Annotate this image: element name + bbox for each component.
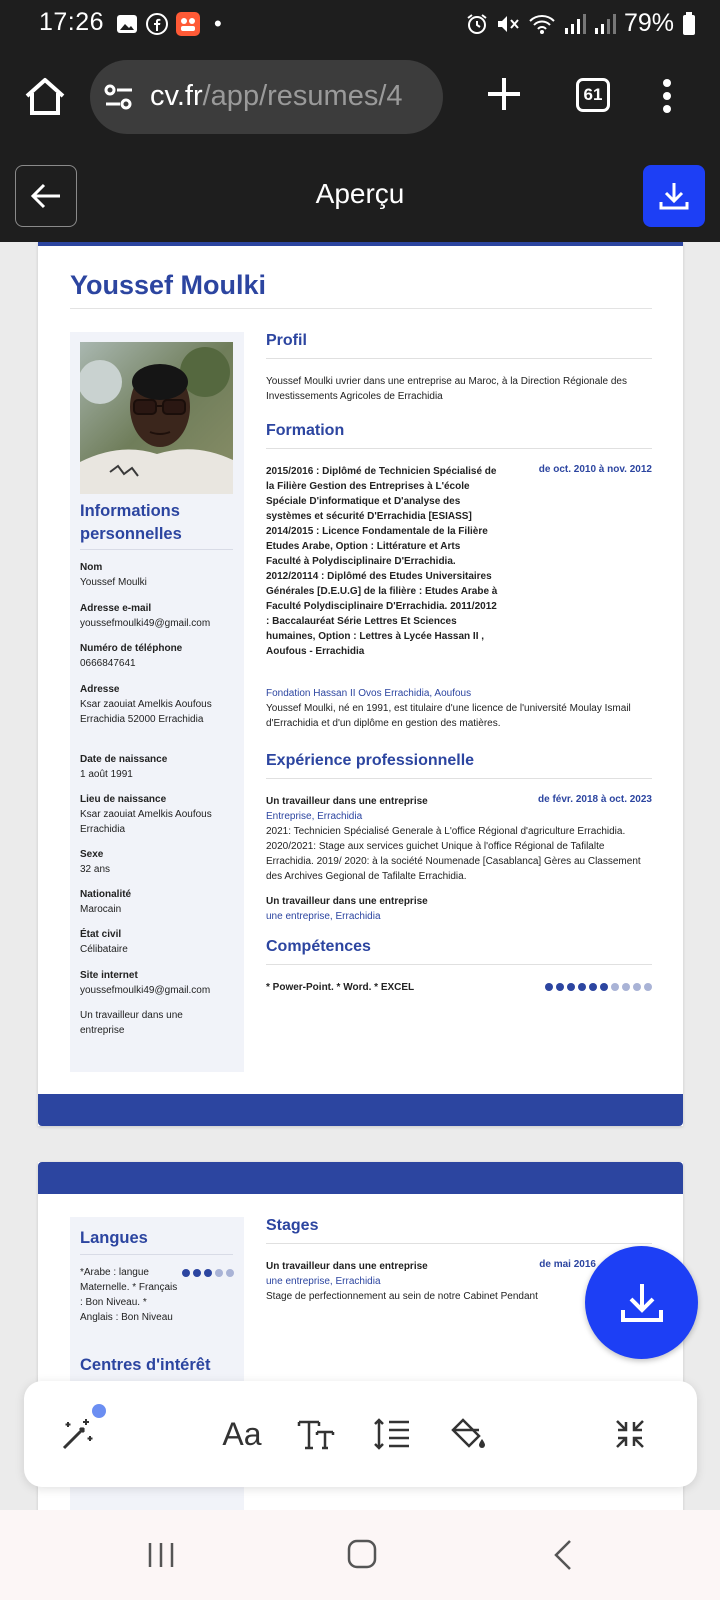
app-icon xyxy=(176,12,200,36)
line-spacing-icon xyxy=(373,1418,411,1450)
langues-title: Langues xyxy=(80,1229,148,1247)
browser-toolbar xyxy=(0,44,720,152)
collapse-button[interactable] xyxy=(612,1414,648,1454)
notification-icons xyxy=(116,11,222,37)
field-sexe xyxy=(80,847,240,877)
field-phone xyxy=(80,641,240,671)
recent-apps-icon[interactable] xyxy=(146,1540,176,1570)
field-value: Ksar zaouiat Amelkis Aoufous Errachidia xyxy=(80,809,212,835)
field-value: 0666847641 xyxy=(80,658,136,669)
experience-1-date: de févr. 2018 à oct. 2023 xyxy=(538,794,652,805)
paint-bucket-icon xyxy=(449,1417,487,1451)
stage-description: Stage de perfectionnement au sein de notre Cabinet Pendant xyxy=(266,1291,538,1302)
url-text xyxy=(150,80,403,113)
divider xyxy=(266,448,652,449)
field-label: Nom xyxy=(80,562,103,573)
divider xyxy=(266,964,652,965)
system-icons xyxy=(466,9,696,38)
field-label: Sexe xyxy=(80,849,104,860)
field-nationality xyxy=(80,887,240,917)
level-dot-empty xyxy=(226,1269,234,1277)
section-title-profil: Profil xyxy=(266,332,307,349)
experience-1-description: 2021: Technicien Spécialisé Generale à L'office Régional d'agriculture Errachidia. 2020/2021: Stage aux services guichet Unique à l'office Régional de Tafilalte Errachidia. 2019/ 2020: à la société Noumenade [Casablanca] Gères au Classement des Archives Gegional de Tafilalte Errachidia. xyxy=(266,826,641,882)
level-dot-empty xyxy=(622,983,630,991)
profil-text: Youssef Moulki uvrier dans une entreprise au Maroc, à la Direction Régionale des Investissements Agricoles de Errachidia xyxy=(266,376,627,402)
formation-description: Youssef Moulki, né en 1991, est titulaire d'une licence de l'université Moulay Ismail d'Errachidia et d'un diplôme en gestion des matières. xyxy=(266,703,631,729)
field-email xyxy=(80,601,240,631)
level-dot-filled xyxy=(600,983,608,991)
field-website xyxy=(80,968,240,998)
level-dot-filled xyxy=(556,983,564,991)
field-value: 32 ans xyxy=(80,864,111,875)
section-title-experience: Expérience professionnelle xyxy=(266,752,475,769)
field-label: Nationalité xyxy=(80,889,132,900)
wifi-icon xyxy=(528,13,556,35)
facebook-icon xyxy=(146,13,168,35)
field-label: Date de naissance xyxy=(80,754,168,765)
level-dot-filled xyxy=(182,1269,190,1277)
system-nav-bar xyxy=(0,1510,720,1600)
level-dot-filled xyxy=(545,983,553,991)
field-label: Adresse e-mail xyxy=(80,603,152,614)
level-dot-empty xyxy=(633,983,641,991)
formation-degree: 2015/2016 : Diplômé de Technicien Spécialisé de la Filière Gestion des Entreprises à L'école Spéciale D'informatique et D'analyse des systèmes et sécurité D'Errachidia [ESIASS] 2014/2015 : Licence Fondamentale de la Filière Etudes Arabe, Option : Littérature et Arts Faculté à Polydisciplinaire D'Errachidia. 2012/20114 : Diplômé des Etudes Universitaires Générales [D.E.U.G] de la filière : Etudes Arabe à Faculté Polydisciplinaire D'Errachidia. 2011/2012 : Baccalauréat Série Lettres Et Sciences humaines, Option : Lettres à Lycée Hassan II , Aoufous - Errachidia xyxy=(266,466,498,657)
new-badge xyxy=(92,1404,106,1418)
field-value: Youssef Moulki xyxy=(80,577,147,588)
field-birth-place xyxy=(80,792,232,837)
formation-date: de oct. 2010 à nov. 2012 xyxy=(538,464,652,475)
field-label: Adresse xyxy=(80,684,120,695)
level-dot-filled xyxy=(578,983,586,991)
field-label: État civil xyxy=(80,929,122,940)
mute-icon xyxy=(496,13,520,35)
edit-toolbar xyxy=(24,1381,697,1487)
level-dot-empty xyxy=(215,1269,223,1277)
text-size-icon xyxy=(297,1418,335,1450)
back-nav-icon[interactable] xyxy=(552,1538,574,1572)
more-menu-icon[interactable] xyxy=(660,78,674,114)
signal-icon xyxy=(564,13,586,35)
url-host: cv.fr xyxy=(150,80,203,112)
resume-page-1 xyxy=(38,242,683,1126)
site-settings-icon[interactable] xyxy=(104,83,134,111)
field-value: youssefmoulki49@gmail.com xyxy=(80,985,211,996)
home-nav-icon[interactable] xyxy=(346,1538,378,1570)
paint-bucket-button[interactable] xyxy=(448,1414,488,1454)
section-title-stages: Stages xyxy=(266,1217,319,1234)
langues-level-dots xyxy=(182,1269,234,1277)
field-value: Ksar zaouiat Amelkis Aoufous Errachidia 52000 Errachidia xyxy=(80,699,212,725)
skill-level-dots xyxy=(545,983,652,991)
experience-1-company: Entreprise, Errachidia xyxy=(266,811,363,822)
field-label: Lieu de naissance xyxy=(80,794,167,805)
experience-2-company: une entreprise, Errachidia xyxy=(266,911,381,922)
battery-level: 79% xyxy=(623,9,674,37)
level-dot-filled xyxy=(204,1269,212,1277)
app-header xyxy=(0,152,720,242)
status-bar xyxy=(0,0,720,44)
download-fab[interactable] xyxy=(585,1246,698,1359)
langues-text: *Arabe : langue Maternelle. * Français : Bon Niveau. * Anglais : Bon Niveau xyxy=(80,1267,178,1323)
field-address xyxy=(80,682,232,727)
stage-role: Un travailleur dans une entreprise xyxy=(266,1261,428,1272)
section-title-formation: Formation xyxy=(266,422,345,439)
level-dot-empty xyxy=(644,983,652,991)
home-icon[interactable] xyxy=(22,74,68,120)
clock: 17:26 xyxy=(39,8,105,36)
alarm-icon xyxy=(466,13,488,35)
page-top-band xyxy=(38,1162,683,1194)
line-spacing-button[interactable] xyxy=(372,1414,412,1454)
signal-icon xyxy=(594,13,616,35)
page-title: Aperçu xyxy=(315,178,405,209)
collapse-icon xyxy=(614,1418,646,1450)
divider xyxy=(80,1254,233,1255)
divider xyxy=(80,549,233,550)
resume-name: Youssef Moulki xyxy=(70,270,267,300)
magic-wand-button[interactable] xyxy=(58,1414,98,1454)
stage-date: de mai 2016 xyxy=(539,1259,596,1270)
experience-2-role: Un travailleur dans une entreprise xyxy=(266,896,428,907)
resume-sidebar xyxy=(70,332,244,1072)
level-dot-filled xyxy=(567,983,575,991)
stage-company: une entreprise, Errachidia xyxy=(266,1276,381,1287)
field-value: 1 août 1991 xyxy=(80,769,133,780)
field-civil-status xyxy=(80,927,240,957)
skill-name: * Power-Point. * Word. * EXCEL xyxy=(266,982,415,993)
gallery-icon xyxy=(116,13,138,35)
sidebar-extra-text: Un travailleur dans une entreprise xyxy=(80,1010,183,1036)
tabs-count-button[interactable]: 61 xyxy=(576,78,610,112)
field-nom xyxy=(80,560,240,590)
text-size-button[interactable] xyxy=(296,1414,336,1454)
interets-title: Centres d'intérêt xyxy=(80,1356,211,1374)
page-top-line xyxy=(38,242,683,246)
divider xyxy=(266,1243,652,1244)
experience-1-role: Un travailleur dans une entreprise xyxy=(266,796,428,807)
level-dot-empty xyxy=(611,983,619,991)
profile-photo xyxy=(80,342,233,494)
divider xyxy=(266,358,652,359)
field-value: Célibataire xyxy=(80,944,128,955)
level-dot-filled xyxy=(589,983,597,991)
field-label: Site internet xyxy=(80,970,138,981)
battery-icon xyxy=(682,12,696,36)
field-value: youssefmoulki49@gmail.com xyxy=(80,618,211,629)
field-label: Numéro de téléphone xyxy=(80,643,183,654)
download-icon xyxy=(619,1280,665,1326)
url-bar[interactable] xyxy=(90,60,443,134)
section-title-competences: Compétences xyxy=(266,938,371,955)
field-birth-date xyxy=(80,752,240,782)
font-button[interactable]: Aa xyxy=(222,1415,262,1452)
divider xyxy=(266,778,652,779)
download-button[interactable] xyxy=(643,165,705,227)
notification-dot: • xyxy=(214,11,222,36)
download-icon xyxy=(658,180,690,212)
formation-school: Fondation Hassan II Ovos Errachidia, Aoufous xyxy=(266,688,472,699)
level-dot-filled xyxy=(193,1269,201,1277)
personal-info-title: Informations personnelles xyxy=(80,502,182,543)
page-bottom-band xyxy=(38,1094,683,1126)
divider xyxy=(70,308,652,309)
new-tab-icon[interactable] xyxy=(484,74,524,114)
field-value: Marocain xyxy=(80,904,122,915)
url-path: /app/resumes/4 xyxy=(202,80,403,112)
magic-wand-icon xyxy=(60,1416,96,1452)
